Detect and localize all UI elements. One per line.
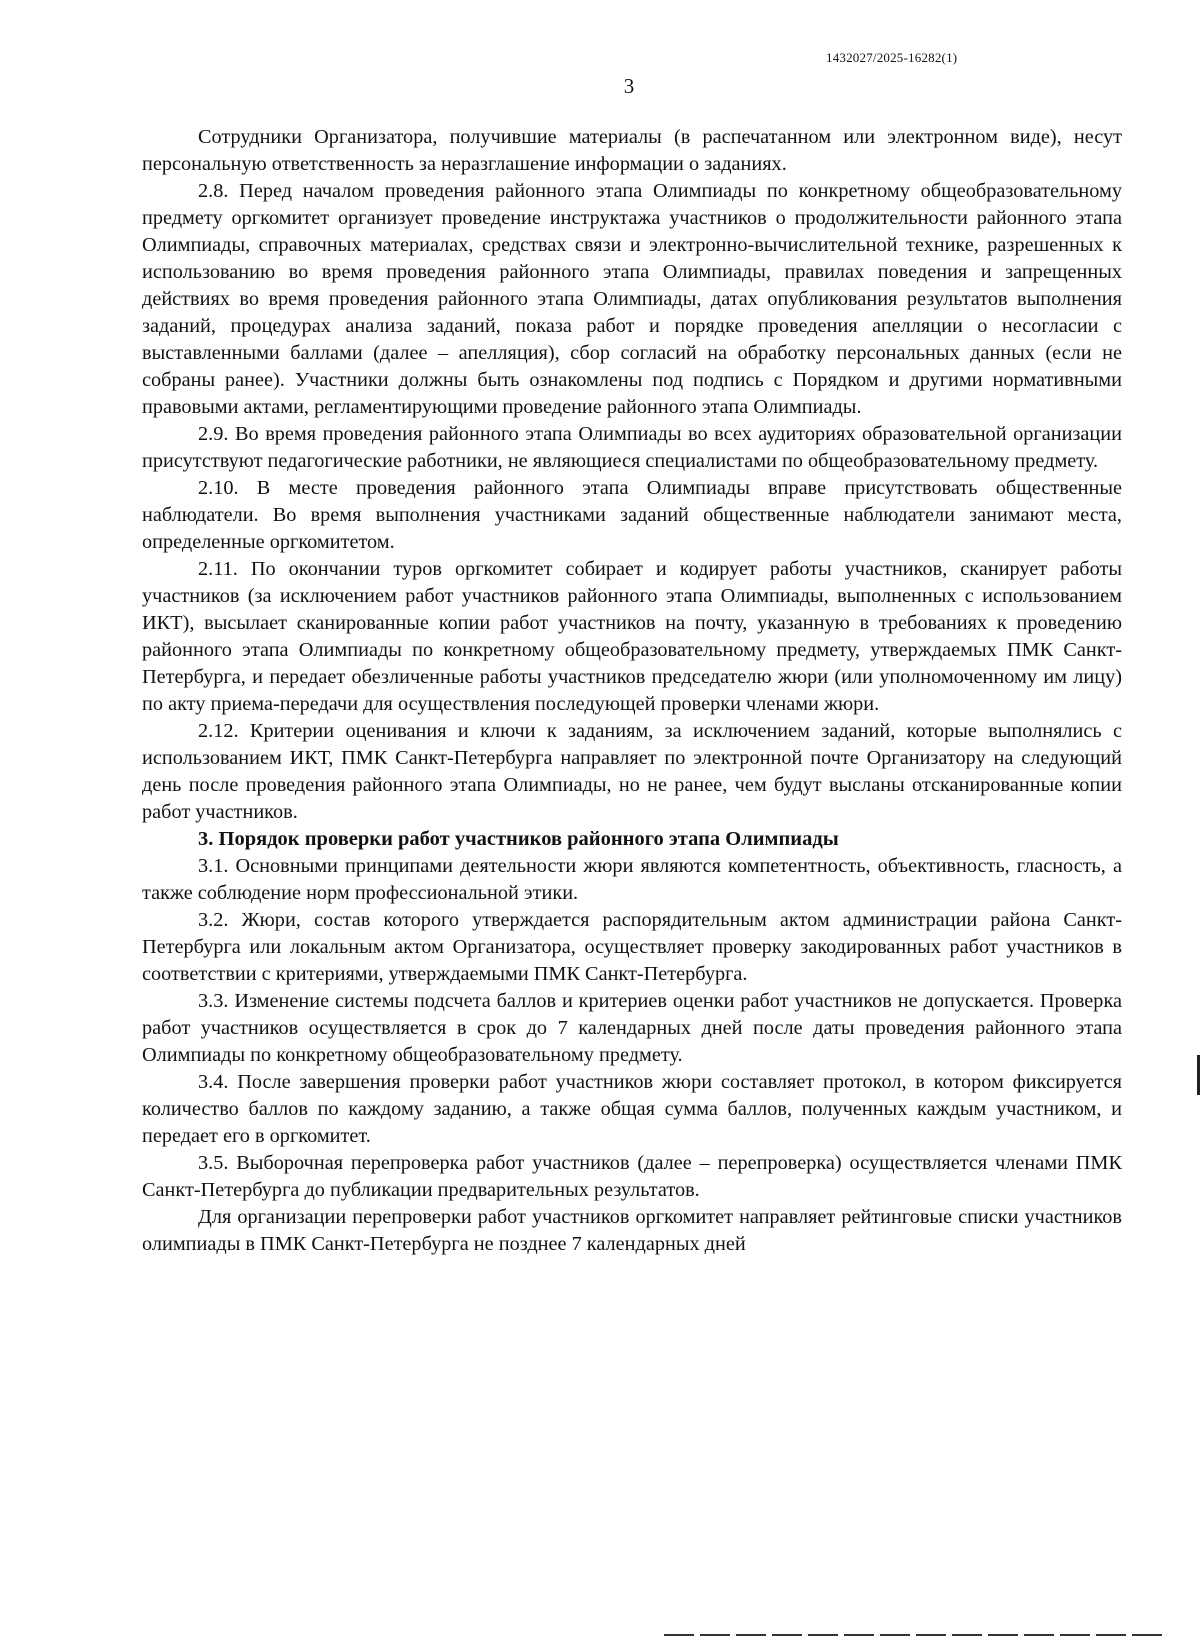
paragraph-recheck: Для организации перепроверки работ участников оргкомитет направляет рейтинговые списки участников олимпиады в ПМК Санкт-Петербурга не позднее 7 календарных дней xyxy=(142,1206,1122,1255)
document-id: 1432027/2025-16282(1) xyxy=(826,50,958,65)
section-heading: 3. Порядок проверки работ участников районного этапа Олимпиады xyxy=(198,828,839,850)
paragraph-3-1: 3.1. Основными принципами деятельности жюри являются компетентность, объективность, гласность, а также соблюдение норм профессиональной этики. xyxy=(142,855,1122,904)
paragraph-2-11: 2.11. По окончании туров оргкомитет собирает и кодирует работы участников, сканирует работы участников (за исключением работ участников районного этапа Олимпиады, выполненных с использованием ИКТ), высылает сканированные копии работ участников на почту, указанную в требованиях к проведению районного этапа Олимпиады по конкретному общеобразовательному предмету, утверждаемых ПМК Санкт-Петербурга, и передает обезличенные работы участников председателю жюри (или уполномоченному им лицу) по акту приема-передачи для осуществления последующей проверки членами жюри. xyxy=(142,558,1122,715)
paragraph-3-4: 3.4. После завершения проверки работ участников жюри составляет протокол, в котором фиксируется количество баллов по каждому заданию, а также общая сумма баллов, полученных каждым участником, и передает его в оргкомитет. xyxy=(142,1071,1122,1147)
paragraph-3-5: 3.5. Выборочная перепроверка работ участников (далее – перепроверка) осуществляется членами ПМК Санкт-Петербурга до публикации предварительных результатов. xyxy=(142,1152,1122,1201)
paragraph-2-9: 2.9. Во время проведения районного этапа Олимпиады во всех аудиториях образовательной организации присутствуют педагогические работники, не являющиеся специалистами по общеобразовательному предмету. xyxy=(142,423,1122,472)
paragraph-2-12: 2.12. Критерии оценивания и ключи к заданиям, за исключением заданий, которые выполнялись с использованием ИКТ, ПМК Санкт-Петербурга направляет по электронной почте Организатору на следующий день после проведения районного этапа Олимпиады, но не ранее, чем будут высланы отсканированные копии работ участников. xyxy=(142,720,1122,823)
document-body xyxy=(142,124,1122,1258)
paragraph: Сотрудники Организатора, получившие материалы (в распечатанном или электронном виде), несут персональную ответственность за неразглашение информации о заданиях. xyxy=(142,126,1122,175)
paragraph-3-2: 3.2. Жюри, состав которого утверждается распорядительным актом администрации района Санкт-Петербурга или локальным актом Организатора, осуществляет проверку закодированных работ участников в соответствии с критериями, утверждаемыми ПМК Санкт-Петербурга. xyxy=(142,909,1122,985)
paragraph-2-10: 2.10. В месте проведения районного этапа Олимпиады вправе присутствовать общественные наблюдатели. Во время выполнения участниками заданий общественные наблюдатели занимают места, определенные оргкомитетом. xyxy=(142,477,1122,553)
paragraph-3-3: 3.3. Изменение системы подсчета баллов и критериев оценки работ участников не допускается. Проверка работ участников осуществляется в срок до 7 календарных дней после даты проведения районного этапа Олимпиады по конкретному общеобразовательному предмету. xyxy=(142,990,1122,1066)
scan-artifact-line xyxy=(664,1634,1164,1636)
page-number: 3 xyxy=(623,74,635,98)
paragraph-2-8: 2.8. Перед началом проведения районного этапа Олимпиады по конкретному общеобразовательному предмету оргкомитет организует проведение инструктажа участников о продолжительности районного этапа Олимпиады, справочных материалах, средствах связи и электронно-вычислительной технике, разрешенных к использованию во время проведения районного этапа Олимпиады, правилах поведения и запрещенных действиях во время проведения районного этапа Олимпиады, датах опубликования результатов выполнения заданий, процедурах анализа заданий, показа работ и порядке проведения апелляции о несогласии с выставленными баллами (далее – апелляция), сбор согласий на обработку персональных данных (если не собраны ранее). Участники должны быть ознакомлены под подпись с Порядком и другими нормативными правовыми актами, регламентирующими проведение районного этапа Олимпиады. xyxy=(142,180,1122,418)
